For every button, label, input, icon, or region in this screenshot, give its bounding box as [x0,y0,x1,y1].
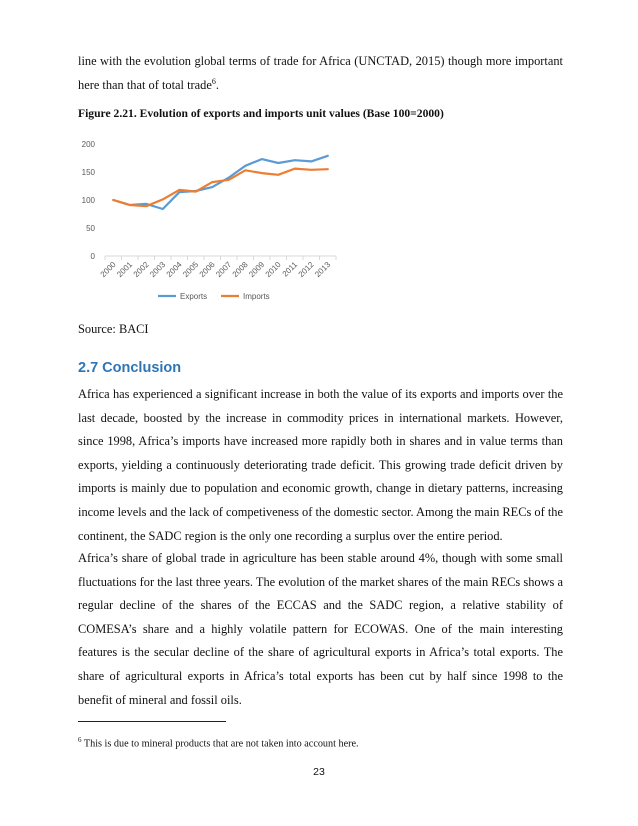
x-tick-label: 2008 [230,260,250,279]
x-tick-label: 2001 [115,260,135,279]
x-tick-label: 2013 [313,260,333,279]
legend-label-exports: Exports [180,292,208,301]
footnote-number: 6 [78,736,82,744]
y-tick-label: 0 [90,252,95,261]
x-tick-label: 2003 [148,260,168,279]
conclusion-paragraph-2: Africa’s share of global trade in agriculture has been stable around 4%, though with some small fluctuations for the last three years. The evolution of the market shares of the main RECs shows a regular decline of the shares of the ECCAS and the SADC region, a relative stability of COMESA’s share and a highly volatile pattern for ECOWAS. One of the main interesting features is the secular decline of the share of agricultural exports in Africa’s total exports. The share of agricultural exports in Africa’s total exports has been cut by half since 1998 to the benefit of mineral and fossil oils. [78,551,563,707]
x-tick-label: 2006 [197,260,217,279]
y-tick-label: 200 [81,140,95,149]
y-tick-label: 50 [86,224,95,233]
figure-source: Source: BACI [78,322,149,336]
conclusion-paragraph-1: Africa has experienced a significant increase in both the value of its exports and imports over the last decade, boosted by the increase in commodity prices in international markets. However, since 1998, Africa’s imports have increased more rapidly both in shares and in value terms than exports, yielding a continuously deteriorating trade deficit. This growing trade deficit driven by imports is mainly due to population and economic growth, change in dietary patterns, increasing income levels and the lack of competiveness of the domestic sector. Among the main RECs of the continent, the SADC region is the only one recording a surplus over the entire period. [78,387,563,543]
x-tick-label: 2011 [280,260,300,279]
x-tick-label: 2010 [263,260,283,279]
series-line-imports [113,169,327,207]
footnote-reference: 6 [211,76,216,86]
y-tick-label: 150 [81,168,95,177]
x-tick-label: 2007 [214,260,234,279]
x-tick-label: 2000 [98,260,118,279]
legend-label-imports: Imports [243,292,270,301]
series-line-exports [113,156,327,209]
x-tick-label: 2009 [247,260,267,279]
intro-paragraph: line with the evolution global terms of trade for Africa (UNCTAD, 2015) though more important here than that of total trade$^6$. [78,54,563,92]
x-tick-label: 2004 [164,260,184,279]
section-heading: 2.7 Conclusion [78,360,182,376]
figure-caption: Figure 2.21. Evolution of exports and imports unit values (Base 100=2000) [78,107,444,120]
x-tick-label: 2005 [181,260,201,279]
footnote-text: This is due to mineral products that are not taken into account here. [83,738,359,750]
y-tick-label: 100 [81,196,95,205]
chart-svg [78,125,353,310]
line-chart [78,125,353,310]
x-tick-label: 2012 [296,260,316,279]
footnote-divider [78,721,226,722]
footnote [78,736,359,749]
x-tick-label: 2002 [131,260,151,279]
page-number: 23 [313,766,325,778]
